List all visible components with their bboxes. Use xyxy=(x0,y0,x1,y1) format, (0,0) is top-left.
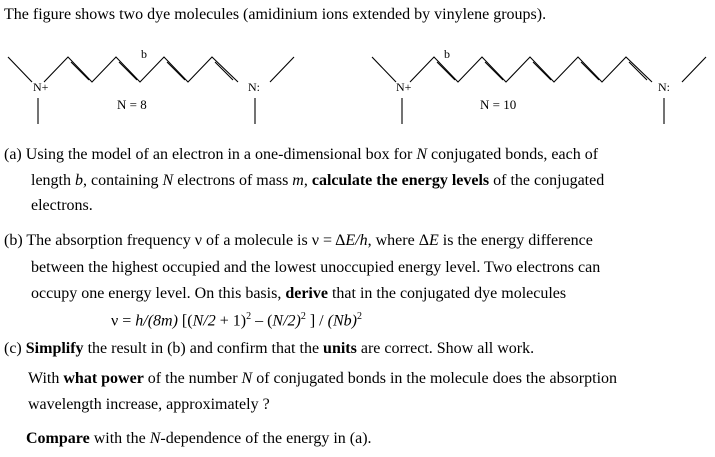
emphasis: Compare xyxy=(26,430,90,447)
text-segment: , where Δ xyxy=(367,232,429,249)
emphasis: what power xyxy=(63,370,144,387)
text-segment: (b) The absorption frequency ν of a molecule is ν = Δ xyxy=(4,232,346,249)
part-a-line-3: electrons. xyxy=(31,197,93,214)
molecule-n8-n-end: N: xyxy=(248,80,260,94)
var-n: N xyxy=(416,146,427,163)
superscript: 2 xyxy=(356,311,362,322)
part-c-line-4 xyxy=(26,429,372,449)
var-n: N xyxy=(149,430,161,447)
part-b-line-2: between the highest occupied and the lowest unoccupied energy level. Two electrons can xyxy=(31,259,601,276)
intro-text: The figure shows two dye molecules (amidinium ions extended by vinylene groups). xyxy=(4,6,547,23)
text-segment: ν = xyxy=(111,312,136,330)
text-segment: occupy one energy level. On this basis, xyxy=(31,285,286,302)
text-segment: of conjugated bonds in the molecule does the absorption xyxy=(252,370,618,387)
molecule-n10-n-plus: N+ xyxy=(396,80,412,94)
emphasis: calculate the energy levels xyxy=(311,172,490,189)
text-segment: with the xyxy=(89,430,150,447)
emphasis: units xyxy=(323,340,357,357)
text-segment: that in the conjugated dye molecules xyxy=(327,285,567,302)
text-segment: length xyxy=(31,172,75,189)
text-segment: – ( xyxy=(251,312,273,330)
text-segment: (c) xyxy=(4,340,26,357)
text-segment: With xyxy=(28,370,64,387)
var-nb: (Nb) xyxy=(327,312,357,330)
text-segment: , containing xyxy=(83,172,163,189)
var-n: N xyxy=(241,370,253,387)
molecule-n8-bond-label: b xyxy=(141,47,147,61)
part-c-line-2 xyxy=(28,369,617,389)
part-c-line-3: wavelength increase, approximately ? xyxy=(28,396,270,413)
var-h: /h xyxy=(355,232,368,249)
var-h8m: h/(8m) xyxy=(135,312,178,330)
text-segment: ] / xyxy=(305,312,328,330)
text-segment: are correct. Show all work. xyxy=(356,340,535,357)
text-segment: the result in (b) and confirm that the xyxy=(83,340,324,357)
emphasis: Simplify xyxy=(25,340,84,357)
molecule-n10-caption: N = 10 xyxy=(480,97,517,112)
part-b-line-3 xyxy=(31,284,566,304)
part-a-line-2 xyxy=(31,171,604,191)
var-e: E xyxy=(345,232,356,249)
text-segment: (a) Using the model of an electron in a one-dimensional box for xyxy=(4,146,417,163)
text-segment: conjugated bonds, each of xyxy=(427,146,599,163)
var-n: N xyxy=(162,172,174,189)
emphasis: derive xyxy=(285,285,328,302)
molecule-n10-bond-label: b xyxy=(444,47,450,61)
text-segment: is the energy difference xyxy=(438,232,593,249)
part-b-formula xyxy=(111,307,362,331)
molecule-n10-n-end: N: xyxy=(658,80,670,94)
text-segment: of the conjugated xyxy=(489,172,605,189)
molecule-n8-n-plus: N+ xyxy=(33,80,49,94)
superscript: 2 xyxy=(246,311,252,322)
text-segment: electrons of mass xyxy=(173,172,293,189)
text-segment: + 1) xyxy=(215,312,247,330)
var-e: E xyxy=(429,232,439,249)
text-segment: [( xyxy=(177,312,193,330)
var-n2: N/2) xyxy=(272,312,301,330)
text-segment: of the number xyxy=(143,370,242,387)
var-m: m xyxy=(292,172,304,189)
var-n2: N/2 xyxy=(192,312,216,330)
var-b: b xyxy=(75,172,83,189)
molecule-n8-caption: N = 8 xyxy=(117,97,147,112)
part-c-line-1 xyxy=(4,339,534,359)
part-a-line-1 xyxy=(4,145,598,165)
text-segment: -dependence of the energy in (a). xyxy=(160,430,372,447)
superscript: 2 xyxy=(300,311,306,322)
molecule-n10-structure xyxy=(372,57,706,124)
molecule-figure xyxy=(0,0,715,140)
text-segment: , xyxy=(303,172,312,189)
part-b-line-1 xyxy=(4,231,593,251)
